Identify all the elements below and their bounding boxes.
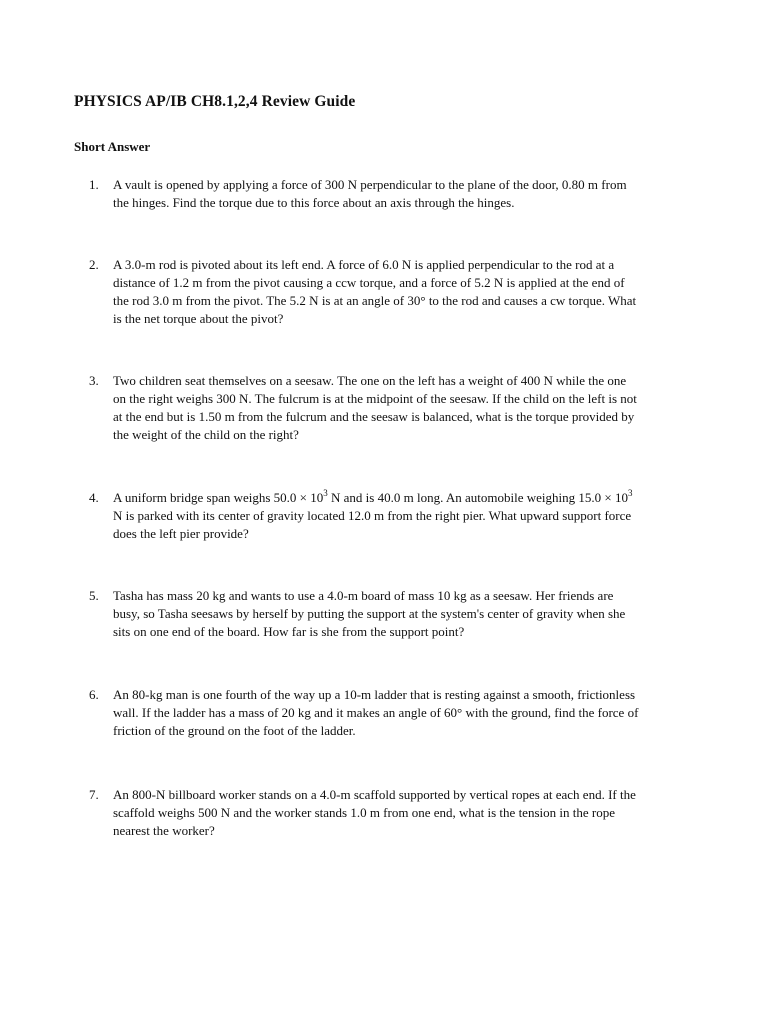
exponent: 3 [627,487,633,498]
question-line-with-exponents [113,489,725,507]
question-line: on the right weighs 300 N. The fulcrum is at the midpoint of the seesaw. If the child on the left is not [113,391,637,406]
question-text [113,176,725,212]
question-line: An 80-kg man is one fourth of the way up a 10-m ladder that is resting against a smooth, frictionless [113,687,636,702]
question-line: nearest the worker? [113,823,215,838]
question-number: 5. [89,588,99,603]
question-line: wall. If the ladder has a mass of 20 kg and it makes an angle of 60° with the ground, find the force of [113,705,639,720]
question-line: at the end but is 1.50 m from the fulcrum and the seesaw is balanced, what is the torque provided by [113,409,635,424]
question-text [113,587,725,641]
question-line: busy, so Tasha seesaws by herself by putting the support at the system's center of gravity when she [113,606,626,621]
question-line: the weight of the child on the right? [113,427,299,442]
question-line: An 800-N billboard worker stands on a 4.0-m scaffold supported by vertical ropes at each end. If the [113,787,636,802]
question-number: 3. [89,373,99,388]
question-line: scaffold weighs 500 N and the worker stands 1.0 m from one end, what is the tension in the rope [113,805,615,820]
question-number: 6. [89,687,99,702]
question-line: A vault is opened by applying a force of 300 N perpendicular to the plane of the door, 0.80 m from [113,177,627,192]
question-line: does the left pier provide? [113,526,249,541]
question-number: 1. [89,177,99,192]
question-text [113,256,725,328]
question-line: the rod 3.0 m from the pivot. The 5.2 N is at an angle of 30° to the rod and causes a cw torque. What [113,293,637,308]
question-line-part: N and is 40.0 m long. An automobile weighing 15.0 × 10 [327,490,628,505]
exponent: 3 [323,487,328,498]
question-line: is the net torque about the pivot? [113,311,284,326]
question-text [113,786,725,840]
question-number: 2. [89,257,99,272]
question-number: 4. [89,490,99,505]
question-line-part: A uniform bridge span weighs 50.0 × 10 [113,490,324,505]
question-line: distance of 1.2 m from the pivot causing a ccw torque, and a force of 5.2 N is applied at the end of [113,275,625,290]
document-title: PHYSICS AP/IB CH8.1,2,4 Review Guide [74,93,356,110]
question-line: the hinges. Find the torque due to this force about an axis through the hinges. [113,195,515,210]
question-number: 7. [89,787,99,802]
question-line: N is parked with its center of gravity located 12.0 m from the right pier. What upward support force [113,508,632,523]
section-heading: Short Answer [74,139,151,154]
question-text [113,372,725,444]
question-line: Tasha has mass 20 kg and wants to use a 4.0-m board of mass 10 kg as a seesaw. Her friends are [113,588,614,603]
question-line: sits on one end of the board. How far is she from the support point? [113,624,465,639]
question-line: A 3.0-m rod is pivoted about its left end. A force of 6.0 N is applied perpendicular to the rod at a [113,257,615,272]
question-line: Two children seat themselves on a seesaw. The one on the left has a weight of 400 N while the one [113,373,627,388]
question-line: friction of the ground on the foot of the ladder. [113,723,356,738]
question-text [113,489,725,543]
question-text [113,686,725,740]
